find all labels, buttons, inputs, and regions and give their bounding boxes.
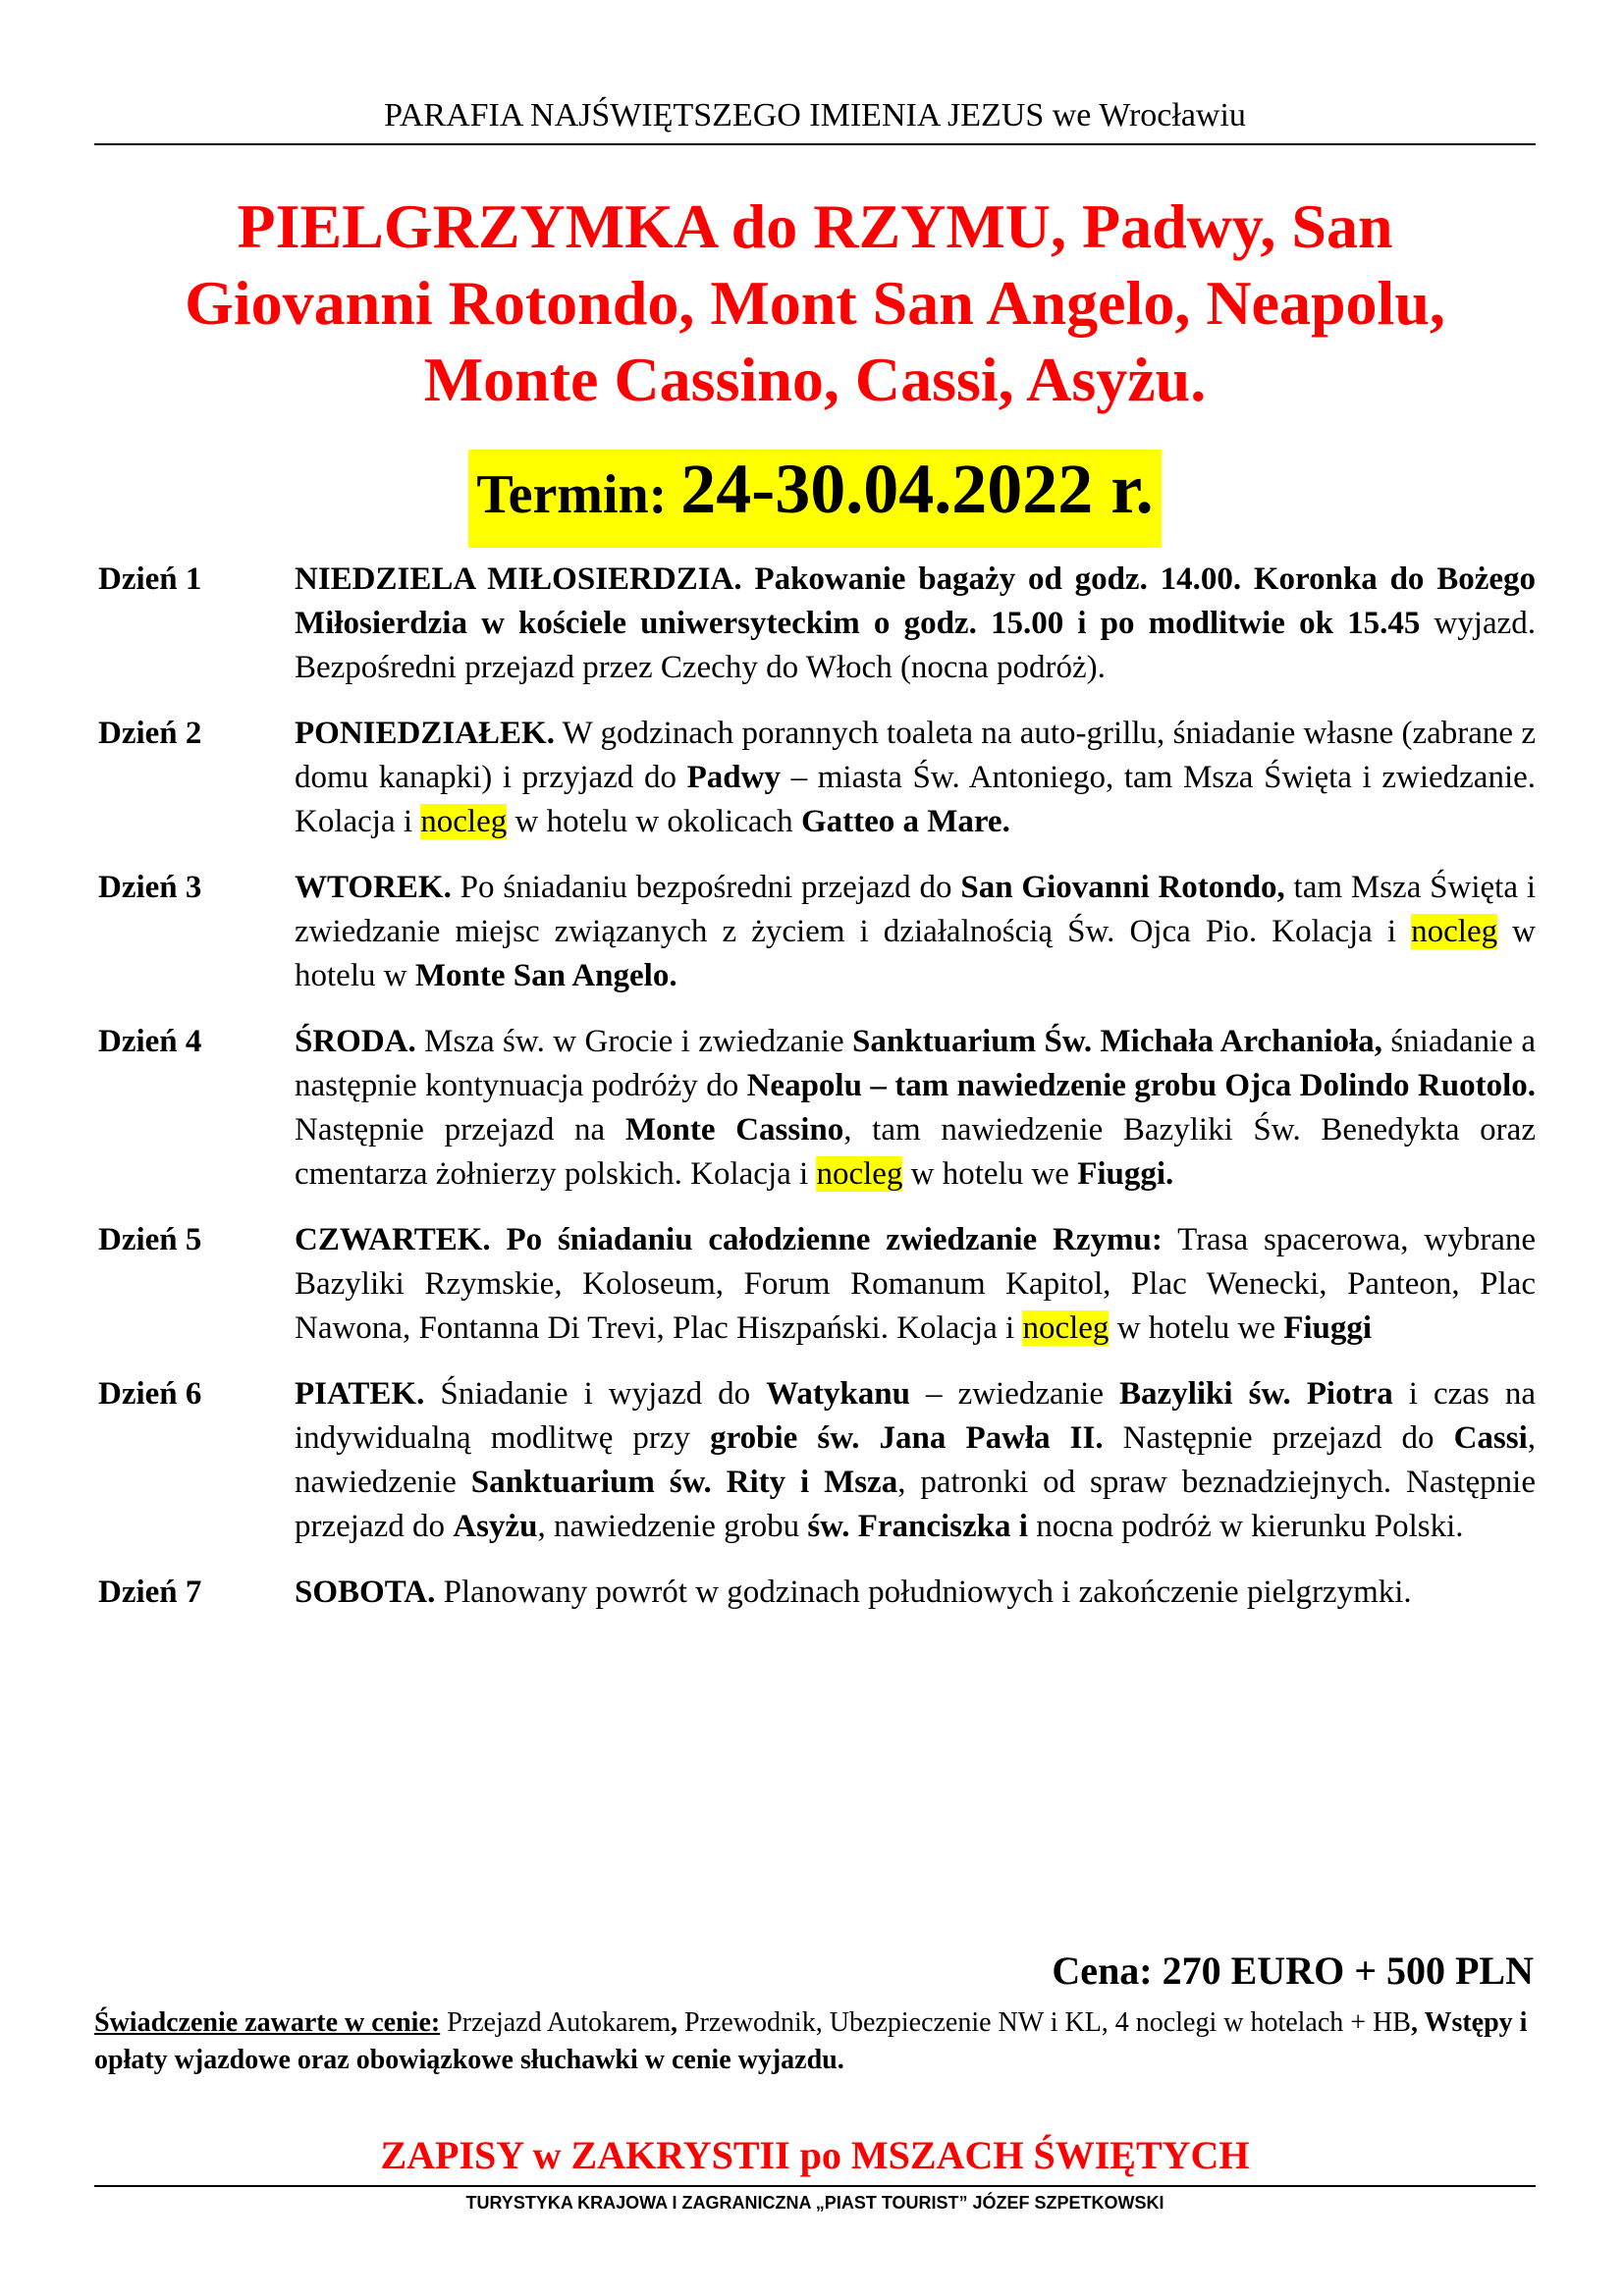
text: Trasa spacerowa, wybrane Bazyliki Rzymskie, Koloseum, Forum Romanum Kapitol, Plac Wenecki, Panteon, Plac Nawona, Fontanna Di Trevi, Plac Hiszpański. Kolacja i [295, 1222, 1536, 1346]
text: W godzinach porannych toaleta na auto-grillu, śniadanie własne (zabrane z domu kanapki) i przyjazd do [295, 716, 1536, 795]
text: w hotelu we [902, 1156, 1078, 1192]
bold-text: PIATEK. [295, 1376, 425, 1412]
text: śniadanie a następnie kontynuacja podróży do [295, 1024, 1536, 1103]
day-label: Dzień 4 [98, 1024, 202, 1059]
itinerary-day [98, 866, 1536, 998]
bold-text: Cassi [1453, 1420, 1528, 1456]
day-label: Dzień 2 [98, 716, 202, 751]
text: w hotelu we [1109, 1310, 1284, 1346]
day-description [295, 558, 1536, 690]
highlighted-text: nocleg [816, 1156, 903, 1192]
day-description [295, 1020, 1536, 1197]
text: wyjazd. Bezpośredni przejazd przez Czechy do Włoch (nocna podróż). [295, 606, 1537, 685]
text: w hotelu w okolicach [507, 804, 801, 839]
itinerary-day [98, 558, 1536, 690]
bold-text: SOBOTA. [295, 1575, 436, 1610]
included-services [94, 2004, 1536, 2079]
bold-text: Asyżu [453, 1509, 538, 1544]
text: Następnie przejazd do [1103, 1420, 1454, 1456]
itinerary-day [98, 1571, 1536, 1615]
highlighted-text: nocleg [420, 804, 508, 839]
included-text: , [671, 2007, 678, 2038]
text: Następnie przejazd na [295, 1112, 625, 1148]
bold-text: Fiuggi. [1077, 1156, 1174, 1192]
bold-text: Sanktuarium Św. Michała Archanioła, [852, 1024, 1382, 1059]
date-highlight [468, 450, 1161, 548]
text: Śniadanie i wyjazd do [424, 1376, 767, 1412]
bold-text: NIEDZIELA MIŁOSIERDZIA. Pakowanie bagaży od godz. 14.00. Koronka do Bożego Miłosierdzia w kościele uniwersyteckim o godz. 15.00 i po modlitwie ok 15.45 [295, 561, 1536, 641]
text: tam Msza Święta i zwiedzanie miejsc związanych z życiem i działalnością Św. Ojca Pio. Kolacja i [295, 870, 1536, 949]
text: , nawiedzenie grobu [537, 1509, 808, 1544]
bold-text: św. Franciszka i [807, 1509, 1028, 1544]
bold-text: Fiuggi [1283, 1310, 1373, 1346]
text: , patronki od spraw beznadziejnych. Następnie przejazd do [295, 1465, 1536, 1544]
day-label: Dzień 5 [98, 1222, 202, 1257]
highlighted-text: nocleg [1411, 914, 1498, 949]
text: , nawiedzenie [295, 1420, 1536, 1500]
bold-text: Monte San Angelo. [414, 958, 677, 993]
date-label: Termin: [476, 464, 681, 525]
itinerary [98, 558, 1536, 1615]
bold-text: Sanktuarium św. Rity i Msza [470, 1465, 898, 1500]
included-text: Przejazd Autokarem [440, 2007, 672, 2038]
price: Cena: 270 EURO + 500 PLN [1052, 1949, 1534, 1993]
day-description [295, 712, 1536, 844]
organizer-footer: TURYSTYKA KRAJOWA I ZAGRANICZNA „PIAST TOURIST” JÓZEF SZPETKOWSKI [465, 2193, 1164, 2213]
text: nocna podróż w kierunku Polski. [1027, 1509, 1464, 1544]
day-description [295, 1372, 1536, 1549]
text: Planowany powrót w godzinach południowych i zakończenie pielgrzymki. [435, 1575, 1412, 1610]
bold-text: San Giovanni Rotondo, [960, 870, 1285, 905]
title-line: PIELGRZYMKA do RZYMU, Padwy, San [237, 191, 1393, 261]
text: w hotelu w [295, 914, 1536, 993]
bold-text: WTOREK. [295, 870, 452, 905]
included-text: Przewodnik, Ubezpieczenie NW i KL, 4 noclegi w hotelach + HB [677, 2007, 1411, 2038]
text: Msza św. w Grocie i zwiedzanie [415, 1024, 853, 1059]
highlighted-text: nocleg [1022, 1310, 1110, 1346]
day-label: Dzień 7 [98, 1575, 202, 1610]
bold-text: Gatteo a Mare. [800, 804, 1010, 839]
pilgrimage-title [94, 188, 1536, 418]
bold-text: ŚRODA. [295, 1024, 416, 1059]
day-description [295, 866, 1536, 998]
bold-text: Bazyliki św. Piotra [1119, 1376, 1393, 1412]
bold-text: Padwy [686, 760, 781, 795]
itinerary-day [98, 1372, 1536, 1549]
text: – zwiedzanie [909, 1376, 1120, 1412]
bold-text: PONIEDZIAŁEK. [295, 716, 555, 751]
date-banner [94, 450, 1536, 548]
bold-text: Monte Cassino [624, 1112, 844, 1148]
header-divider [94, 143, 1536, 145]
title-line: Giovanni Rotondo, Mont San Angelo, Neapolu, [185, 268, 1445, 338]
text: i czas na indywidualną modlitwę przy [295, 1376, 1537, 1456]
parish-name: PARAFIA NAJŚWIĘTSZEGO IMIENIA JEZUS we Wrocławiu [384, 97, 1246, 133]
text: – miasta Św. Antoniego, tam Msza Święta i zwiedzanie. Kolacja i [295, 760, 1537, 839]
bold-text: CZWARTEK. Po śniadaniu całodzienne zwiedzanie Rzymu: [295, 1222, 1163, 1257]
included-text-bold: , Wstępy i opłaty wjazdowe oraz obowiązkowe słuchawki w cenie wyjazdu. [94, 2007, 1528, 2075]
itinerary-day [98, 1020, 1536, 1197]
bold-text: Watykanu [766, 1376, 910, 1412]
bold-text: Neapolu – tam nawiedzenie grobu Ojca Dolindo Ruotolo. [746, 1068, 1536, 1103]
itinerary-day [98, 712, 1536, 844]
day-label: Dzień 1 [98, 561, 202, 597]
itinerary-day [98, 1218, 1536, 1351]
day-label: Dzień 6 [98, 1376, 202, 1412]
included-label: Świadczenie zawarte w cenie: [94, 2007, 441, 2038]
footer-divider [94, 2185, 1536, 2187]
day-description [295, 1218, 1536, 1351]
title-line: Monte Cassino, Cassi, Asyżu. [423, 345, 1207, 414]
date-value: 24-30.04.2022 r. [680, 450, 1154, 528]
text: , tam nawiedzenie Bazyliki Św. Benedykta oraz cmentarza żołnierzy polskich. Kolacja i [295, 1112, 1536, 1192]
signup-notice: ZAPISY w ZAKRYSTII po MSZACH ŚWIĘTYCH [380, 2133, 1250, 2177]
day-label: Dzień 3 [98, 870, 202, 905]
bold-text: grobie św. Jana Pawła II. [710, 1420, 1104, 1456]
text: Po śniadaniu bezpośredni przejazd do [451, 870, 961, 905]
day-description [295, 1571, 1536, 1615]
